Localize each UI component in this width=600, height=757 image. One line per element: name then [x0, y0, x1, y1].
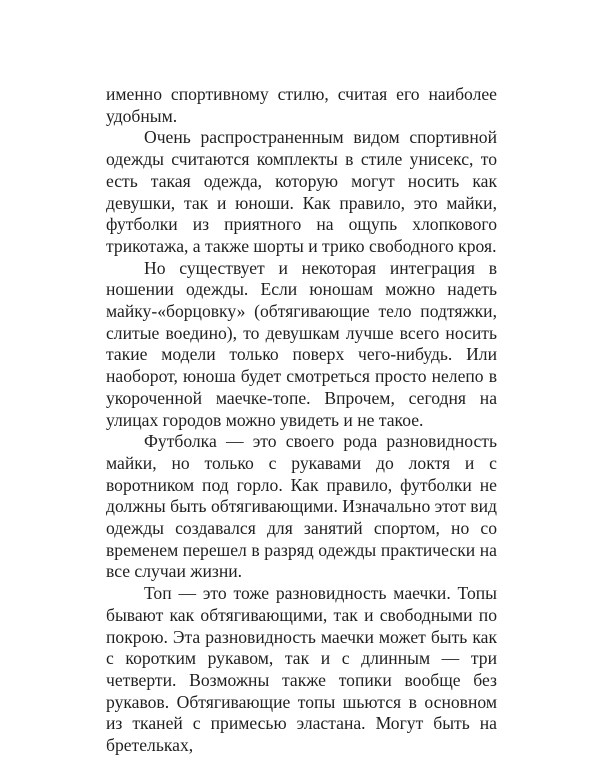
paragraph-continuation: именно спортивному стилю, считая его наиболее удобным.	[106, 84, 497, 126]
paragraph-unisex: Очень распространенным видом спортивной одежды считаются комплекты в стиле унисекс, то есть такая одежда, которую могут носить как девушки, так и юноши. Как правило, это майки, футболки из приятного на ощупь хлопкового трикотажа, а также шорты и трико свободного кроя.	[106, 127, 497, 256]
paragraph-top: Топ — это тоже разновидность маечки. Топы бывают как обтягивающими, так и свободными по покрою. Эта разновидность маечки может быть как с коротким рукавом, так и с длинным — три четверти. Возможны также топики вообще без рукавов. Обтягивающие топы шьются в основном из тканей с примесью эластана. Могут быть на бретельках,	[106, 583, 497, 756]
paragraph-tshirt: Футболка — это своего рода разновидность майки, но только с рукавами до локтя и с воротником под горло. Как правило, футболки не должны быть обтягивающими. Изначально этот вид одежды создавался для занятий спортом, но со временем перешел в разряд одежды практически на все случаи жизни.	[106, 431, 497, 582]
document-page	[106, 84, 497, 757]
paragraph-integration: Но существует и некоторая интеграция в ношении одежды. Если юношам можно надеть майку-«борцовку» (обтягивающие тело подтяжки, слитые воедино), то девушкам лучше всего носить такие модели только поверх чего-нибудь. Или наоборот, юноша будет смотреться просто нелепо в укороченной маечке-топе. Впрочем, сегодня на улицах городов можно увидеть и не такое.	[106, 257, 497, 430]
